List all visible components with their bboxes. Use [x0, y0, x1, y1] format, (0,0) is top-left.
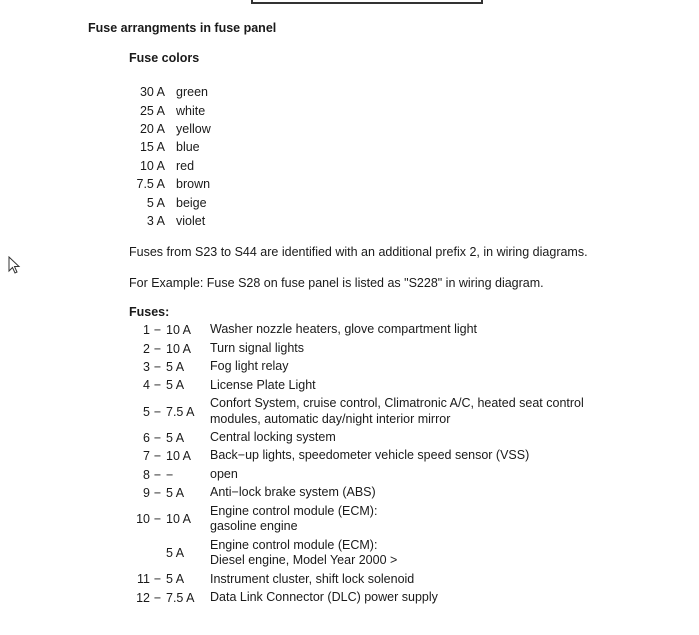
color-name: brown: [176, 177, 211, 192]
fuse-number: 5: [143, 404, 150, 419]
fuse-color-row: [129, 138, 211, 156]
fuse-dash: −: [153, 572, 162, 587]
color-amperage: 5 A: [146, 195, 165, 210]
fuse-number: 12: [136, 590, 150, 605]
fuse-amperage: 5 A: [166, 485, 185, 500]
prefix-note: Fuses from S23 to S44 are identified with an additional prefix 2, in wiring diagrams.: [129, 245, 588, 259]
fuse-color-row: [129, 193, 211, 211]
fuse-description: Washer nozzle heaters, glove compartment light: [210, 322, 478, 337]
fuse-dash: −: [153, 449, 162, 464]
fuse-colors-heading: Fuse colors: [129, 51, 200, 65]
fuse-colors-list: [129, 83, 211, 230]
color-name: yellow: [176, 121, 211, 136]
fuse-dash: −: [153, 485, 162, 500]
fuse-color-row: [129, 83, 211, 101]
fuse-description: Data Link Connector (DLC) power supply: [210, 589, 438, 604]
fuse-row: [129, 502, 610, 536]
fuse-amperage: 7.5 A: [166, 404, 195, 419]
fuse-color-row: [129, 175, 211, 193]
fuse-amperage: 10 A: [166, 341, 192, 356]
fuse-color-row: [129, 157, 211, 175]
fuse-amperage: 10 A: [166, 449, 192, 464]
fuse-color-row: [129, 212, 211, 230]
fuse-row: [129, 484, 610, 502]
fuse-number: 11: [137, 572, 150, 587]
fuse-number: 4: [143, 378, 150, 393]
fuse-dash: −: [153, 512, 162, 527]
fuse-number: 9: [143, 485, 150, 500]
fuse-row: [129, 447, 610, 465]
fuse-amperage: 5 A: [166, 572, 185, 587]
color-amperage: 3 A: [146, 213, 165, 228]
fuse-description: Engine control module (ECM): Diesel engine, Model Year 2000 >: [210, 537, 398, 568]
color-amperage: 7.5 A: [136, 177, 165, 192]
fuse-amperage: 5 A: [166, 378, 185, 393]
color-name: violet: [176, 213, 206, 228]
fuse-description: Back−up lights, speedometer vehicle speed sensor (VSS): [210, 448, 530, 463]
fuse-amperage: 10 A: [166, 512, 192, 527]
fuse-row: [129, 395, 610, 429]
fuse-amperage: −: [166, 467, 174, 482]
mouse-pointer-icon: [8, 256, 22, 276]
color-amperage: 15 A: [139, 140, 165, 155]
fuse-dash: −: [153, 590, 162, 605]
fuse-number: 1: [143, 323, 150, 338]
fuse-description: Turn signal lights: [210, 340, 305, 355]
fuse-number: 8: [143, 467, 150, 482]
fuse-row: [129, 321, 610, 339]
color-amperage: 25 A: [139, 103, 165, 118]
fuse-row: [129, 536, 610, 570]
fuse-description: Fog light relay: [210, 359, 289, 374]
fuse-amperage: 5 A: [166, 546, 185, 561]
fuse-number: 2: [143, 341, 150, 356]
fuse-amperage: 10 A: [166, 323, 192, 338]
fuse-description: Central locking system: [210, 430, 336, 444]
fuse-number: 6: [143, 430, 150, 445]
fuse-color-row: [129, 120, 211, 138]
color-name: beige: [176, 195, 207, 210]
fuse-description: open: [210, 466, 238, 481]
fuses-heading: Fuses:: [129, 305, 170, 319]
fuse-dash: −: [153, 359, 162, 374]
fuse-row: [129, 465, 610, 483]
color-name: blue: [176, 140, 200, 155]
fuse-row: [129, 358, 610, 376]
section-title: Fuse arrangments in fuse panel: [88, 21, 277, 35]
color-name: green: [176, 85, 208, 100]
fuse-row: [129, 570, 610, 588]
fuse-description: Confort System, cruise control, Climatronic A/C, heated seat control modules, automatic day/night interior mirror: [210, 396, 584, 426]
fuse-number: 10: [136, 512, 150, 527]
fuse-color-row: [129, 101, 211, 119]
fuse-dash: −: [153, 467, 162, 482]
fuse-dash: −: [153, 341, 162, 356]
fuse-row: [129, 376, 610, 394]
color-name: white: [176, 103, 206, 118]
color-amperage: 30 A: [139, 85, 165, 100]
fuse-description: Instrument cluster, shift lock solenoid: [210, 571, 415, 586]
fuse-number: 7: [143, 449, 150, 464]
fuses-table: [129, 321, 610, 607]
fuse-dash: −: [153, 404, 162, 419]
fuse-row: [129, 589, 610, 607]
fuse-amperage: 5 A: [166, 359, 185, 374]
fuse-row: [129, 339, 610, 357]
fuse-number: 3: [143, 359, 150, 374]
color-amperage: 20 A: [139, 121, 165, 136]
example-note: For Example: Fuse S28 on fuse panel is listed as "S228" in wiring diagram.: [129, 276, 544, 290]
fuse-dash: −: [153, 323, 162, 338]
fuse-description: License Plate Light: [210, 377, 316, 392]
fuse-amperage: 5 A: [166, 430, 185, 445]
fuse-description: Anti−lock brake system (ABS): [210, 485, 376, 500]
fuse-amperage: 7.5 A: [166, 590, 195, 605]
color-amperage: 10 A: [139, 158, 165, 173]
fuse-dash: −: [153, 430, 162, 445]
figure-frame: [251, 0, 483, 4]
fuse-row: [129, 429, 610, 447]
color-name: red: [176, 158, 195, 173]
fuse-dash: −: [153, 378, 162, 393]
fuse-description: Engine control module (ECM): gasoline engine: [210, 503, 378, 534]
